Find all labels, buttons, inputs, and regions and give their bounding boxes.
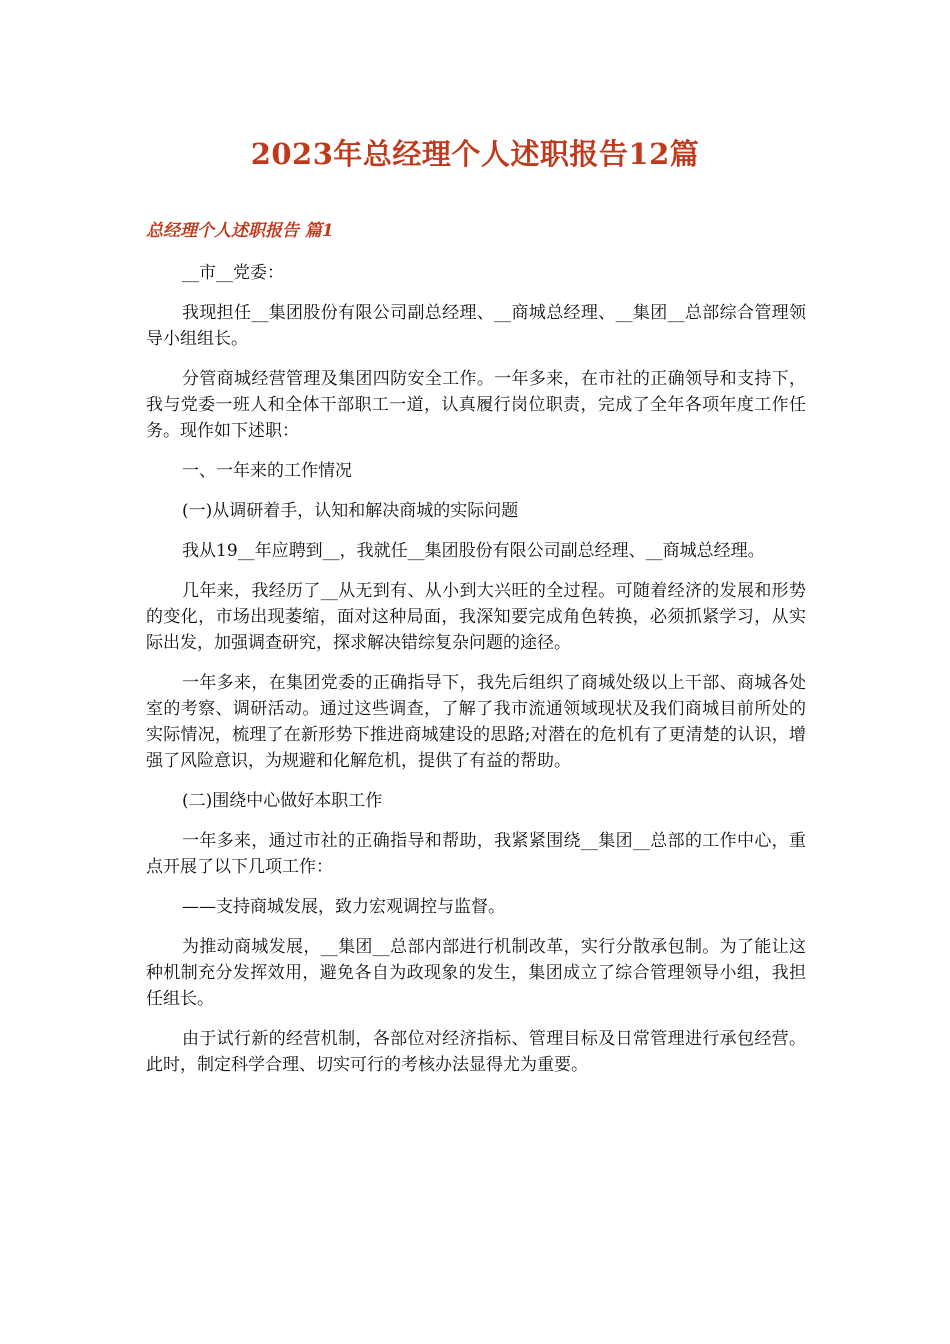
subheading: ——支持商城发展，致力宏观调控与监督。 (182, 897, 505, 917)
paragraph: 我现担任__集团股份有限公司副总经理、__商城总经理、__集团__总部综合管理领导小组组长。 (146, 303, 806, 349)
paragraph: 一年多来，在集团党委的正确指导下，我先后组织了商城处级以上干部、商城各处室的考察、调研活动。通过这些调查，了解了我市流通领域现状及我们商城目前所处的实际情况，梳理了在新形势下推进商城建设的思路;对潜在的危机有了更清楚的认识，增强了风险意识，为规避和化解危机，提供了有益的帮助。 (146, 673, 806, 771)
document-title: 2023年总经理个人述职报告12篇 (250, 137, 700, 171)
salutation: __市__党委： (182, 263, 284, 283)
subheading: 一、一年来的工作情况 (182, 461, 352, 481)
paragraph: 几年来，我经历了__从无到有、从小到大兴旺的全过程。可随着经济的发展和形势的变化，市场出现萎缩，面对这种局面，我深知要完成角色转换，必须抓紧学习，从实际出发，加强调查研究，探求解决错综复杂问题的途径。 (146, 581, 806, 653)
paragraph: 我从19__年应聘到__，我就任__集团股份有限公司副总经理、__商城总经理。 (182, 541, 765, 561)
subheading: (二)围绕中心做好本职工作 (182, 791, 383, 811)
paragraph: 由于试行新的经营机制，各部位对经济指标、管理目标及日常管理进行承包经营。此时，制定科学合理、切实可行的考核办法显得尤为重要。 (146, 1029, 806, 1075)
subheading: (一)从调研着手，认知和解决商城的实际问题 (182, 501, 519, 521)
paragraph: 分管商城经营管理及集团四防安全工作。一年多来，在市社的正确领导和支持下，我与党委一班人和全体干部职工一道，认真履行岗位职责，完成了全年各项年度工作任务。现作如下述职： (146, 369, 806, 441)
paragraph: 为推动商城发展，__集团__总部内部进行机制改革，实行分散承包制。为了能让这种机制充分发挥效用，避免各自为政现象的发生，集团成立了综合管理领导小组，我担任组长。 (146, 937, 806, 1009)
section-heading: 总经理个人述职报告 篇1 (146, 221, 334, 241)
document-body (146, 218, 806, 1092)
paragraph: 一年多来，通过市社的正确指导和帮助，我紧紧围绕__集团__总部的工作中心，重点开展了以下几项工作： (146, 831, 806, 877)
